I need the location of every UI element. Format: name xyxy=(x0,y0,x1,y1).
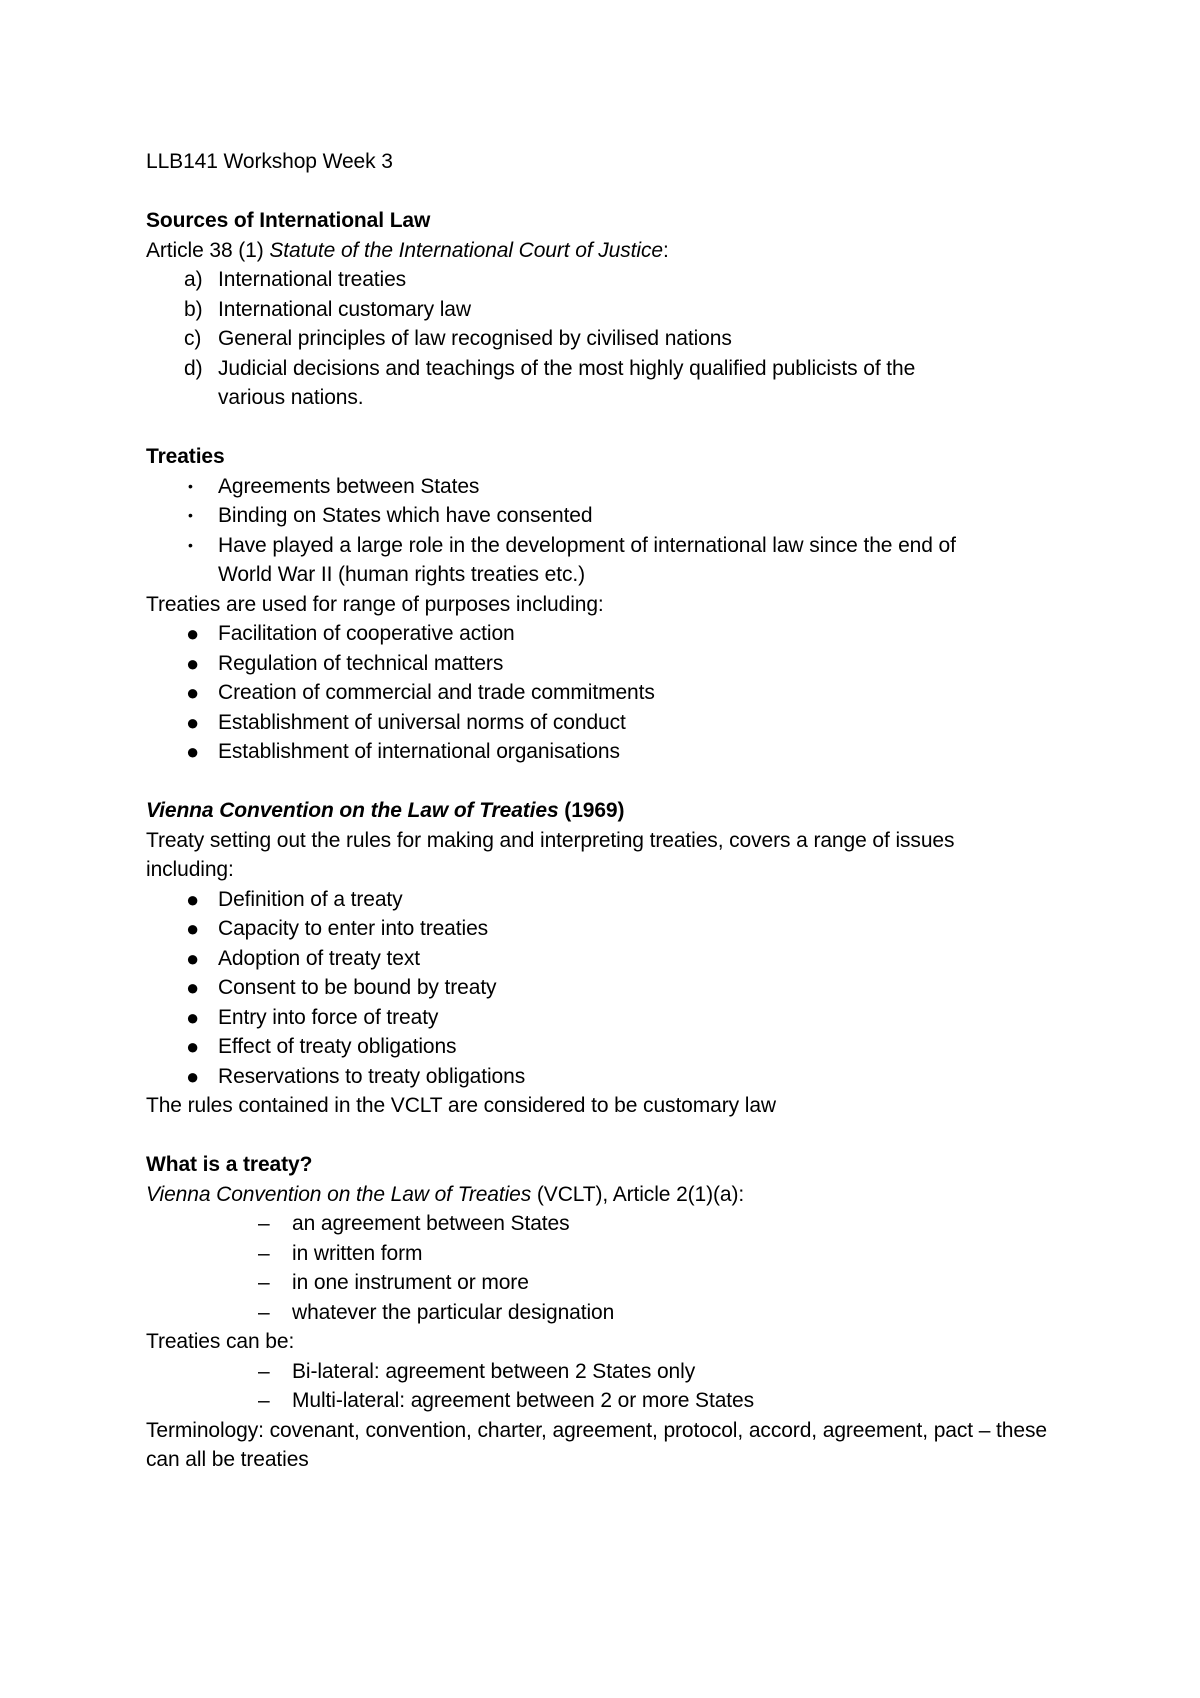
list-marker: d) xyxy=(184,356,203,380)
spacer xyxy=(146,1121,1086,1151)
bullet-icon: ● xyxy=(186,916,200,941)
list-item xyxy=(146,1032,1086,1062)
bullet-icon: ● xyxy=(186,1004,200,1030)
list-marker: c) xyxy=(184,327,202,350)
dash-icon: – xyxy=(258,1271,270,1294)
list-item xyxy=(146,531,1086,590)
document-page xyxy=(146,147,1086,1475)
treaties-bullets xyxy=(146,472,1086,590)
list-item-text: Adoption of treaty text xyxy=(218,946,420,970)
list-item-text: Establishment of universal norms of conduct xyxy=(218,710,626,734)
vclt-reference xyxy=(146,1180,1086,1210)
vienna-closing: The rules contained in the VCLT are considered to be customary law xyxy=(146,1094,776,1117)
vienna-heading-title: Vienna Convention on the Law of Treaties xyxy=(146,799,559,822)
list-item xyxy=(146,472,1086,502)
list-item xyxy=(146,1062,1086,1092)
purposes-intro: Treaties are used for range of purposes including: xyxy=(146,592,604,616)
list-item xyxy=(146,1298,1086,1328)
list-item xyxy=(146,1386,1086,1416)
dash-icon: – xyxy=(258,1212,270,1235)
list-item-text: International treaties xyxy=(218,268,407,291)
sources-intro-prefix: Article 38 (1) xyxy=(146,238,270,262)
terminology: Terminology: covenant, convention, charter, agreement, protocol, accord, agreement, pact – these can all be treaties xyxy=(146,1418,1047,1471)
list-item xyxy=(146,295,1086,325)
types-list xyxy=(146,1357,1086,1416)
list-item-text: Consent to be bound by treaty xyxy=(218,976,497,999)
dash-icon: – xyxy=(258,1359,270,1383)
what-is-heading: What is a treaty? xyxy=(146,1153,313,1176)
list-item-text: in written form xyxy=(292,1241,423,1265)
bullet-icon: • xyxy=(188,536,193,553)
spacer xyxy=(146,177,1086,207)
list-item xyxy=(146,619,1086,649)
list-item-text: Agreements between States xyxy=(218,474,480,498)
dash-icon: – xyxy=(258,1389,270,1412)
sources-intro-suffix: : xyxy=(662,238,669,262)
sources-list xyxy=(146,265,1086,413)
list-item-text: Regulation of technical matters xyxy=(218,651,504,675)
bullet-icon: ● xyxy=(186,975,200,1000)
vienna-intro: Treaty setting out the rules for making and interpreting treaties, covers a range of issues including: xyxy=(146,828,955,881)
spacer xyxy=(146,413,1086,443)
list-item-text: Multi-lateral: agreement between 2 or more States xyxy=(292,1389,754,1412)
list-marker: a) xyxy=(184,268,203,291)
sources-heading: Sources of International Law xyxy=(146,209,431,232)
bullet-icon: ● xyxy=(186,886,200,912)
bullet-icon: ● xyxy=(186,621,200,646)
list-item xyxy=(146,678,1086,708)
purposes-list xyxy=(146,619,1086,767)
list-item xyxy=(146,944,1086,974)
vclt-reference-article: (VCLT), Article 2(1)(a): xyxy=(531,1182,745,1206)
list-item-text: Capacity to enter into treaties xyxy=(218,917,489,940)
list-item xyxy=(146,265,1086,295)
list-item xyxy=(146,1003,1086,1033)
list-marker: b) xyxy=(184,297,203,321)
statute-title: Statute of the International Court of Justice xyxy=(269,238,663,262)
list-item-text: Facilitation of cooperative action xyxy=(218,622,515,645)
list-item-text: Establishment of international organisations xyxy=(218,740,620,763)
list-item-text: Judicial decisions and teachings of the most highly qualified publicists of the various nations. xyxy=(218,356,916,409)
bullet-icon: ● xyxy=(186,945,200,971)
list-item-text: Bi-lateral: agreement between 2 States only xyxy=(292,1359,696,1383)
bullet-icon: ● xyxy=(186,680,200,705)
list-item xyxy=(146,649,1086,679)
bullet-icon: ● xyxy=(186,709,200,735)
list-item xyxy=(146,501,1086,531)
list-item xyxy=(146,1268,1086,1298)
list-item-text: in one instrument or more xyxy=(292,1271,529,1294)
list-item-text: Creation of commercial and trade commitments xyxy=(218,681,655,704)
dash-icon: – xyxy=(258,1241,270,1265)
list-item xyxy=(146,1209,1086,1239)
bullet-icon: ● xyxy=(186,1034,200,1059)
list-item-text: whatever the particular designation xyxy=(292,1300,615,1324)
dash-icon: – xyxy=(258,1300,270,1324)
bullet-icon: ● xyxy=(186,1063,200,1089)
list-item-text: Definition of a treaty xyxy=(218,887,403,911)
list-item-text: Binding on States which have consented xyxy=(218,504,593,527)
list-item xyxy=(146,324,1086,354)
list-item xyxy=(146,1357,1086,1387)
list-item-text: Entry into force of treaty xyxy=(218,1005,439,1029)
vienna-heading-year: (1969) xyxy=(558,799,625,822)
list-item-text: Effect of treaty obligations xyxy=(218,1035,457,1058)
list-item-text: General principles of law recognised by civilised nations xyxy=(218,327,732,350)
list-item xyxy=(146,708,1086,738)
sources-intro xyxy=(146,236,1086,266)
vienna-issues-list xyxy=(146,885,1086,1092)
list-item-text: Reservations to treaty obligations xyxy=(218,1064,526,1088)
list-item xyxy=(146,914,1086,944)
list-item-text: International customary law xyxy=(218,297,471,321)
list-item xyxy=(146,973,1086,1003)
can-be-intro: Treaties can be: xyxy=(146,1330,295,1353)
treaties-heading: Treaties xyxy=(146,445,225,468)
list-item-text: Have played a large role in the development of international law since the end of World War II (human rights treaties etc.) xyxy=(218,533,956,586)
bullet-icon: ● xyxy=(186,650,200,676)
document-title: LLB141 Workshop Week 3 xyxy=(146,150,393,173)
list-item xyxy=(146,1239,1086,1269)
list-item xyxy=(146,354,1086,413)
list-item-text: an agreement between States xyxy=(292,1212,570,1235)
list-item xyxy=(146,737,1086,767)
bullet-icon: ● xyxy=(186,739,200,764)
spacer xyxy=(146,767,1086,797)
list-item xyxy=(146,885,1086,915)
bullet-icon: • xyxy=(188,477,193,494)
vienna-heading xyxy=(146,796,1086,826)
criteria-list xyxy=(146,1209,1086,1327)
bullet-icon: • xyxy=(188,507,193,523)
vclt-reference-title: Vienna Convention on the Law of Treaties xyxy=(146,1182,532,1206)
